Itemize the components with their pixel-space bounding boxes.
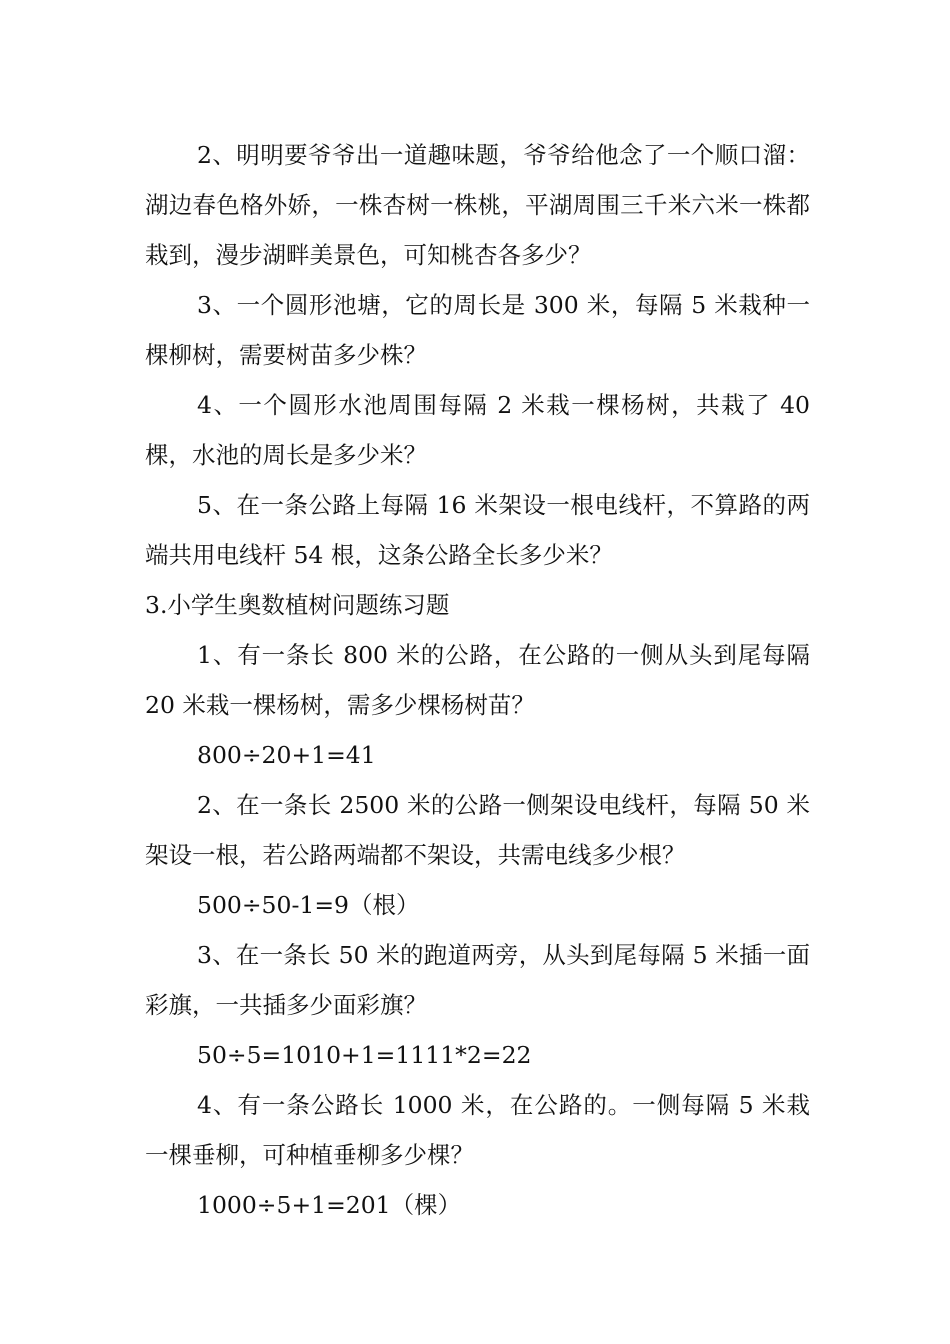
paragraph-problem-4: 4、一个圆形水池周围每隔 2 米栽一棵杨树，共栽了 40 棵，水池的周长是多少米？ [145,391,810,469]
exercise-2-answer: 500÷50-1=9（根） [197,891,420,919]
exercise-4-answer: 1000÷5+1=201（棵） [197,1191,462,1219]
document-body [145,130,810,1230]
exercise-4-question: 4、有一条公路长 1000 米，在公路的。一侧每隔 5 米栽一棵垂柳，可种植垂柳多少棵？ [145,1091,810,1169]
exercise-2-question: 2、在一条长 2500 米的公路一侧架设电线杆，每隔 50 米架设一根，若公路两端都不架设，共需电线多少根？ [145,791,810,869]
exercise-1-question: 1、有一条长 800 米的公路，在公路的一侧从头到尾每隔 20 米栽一棵杨树，需多少棵杨树苗？ [145,641,810,719]
section-heading: 3.小学生奥数植树问题练习题 [145,591,450,619]
exercise-3-question: 3、在一条长 50 米的跑道两旁，从头到尾每隔 5 米插一面彩旗，一共插多少面彩旗？ [145,941,810,1019]
exercise-3-answer: 50÷5=1010+1=1111*2=22 [197,1041,532,1069]
paragraph-problem-2: 2、明明要爷爷出一道趣味题，爷爷给他念了一个顺口溜：湖边春色格外娇，一株杏树一株桃，平湖周围三千米六米一株都栽到，漫步湖畔美景色，可知桃杏各多少？ [145,141,810,269]
exercise-1-answer: 800÷20+1=41 [197,741,376,769]
paragraph-problem-3: 3、一个圆形池塘，它的周长是 300 米，每隔 5 米栽种一棵柳树，需要树苗多少株？ [145,291,810,369]
paragraph-problem-5: 5、在一条公路上每隔 16 米架设一根电线杆，不算路的两端共用电线杆 54 根，这条公路全长多少米？ [145,491,810,569]
